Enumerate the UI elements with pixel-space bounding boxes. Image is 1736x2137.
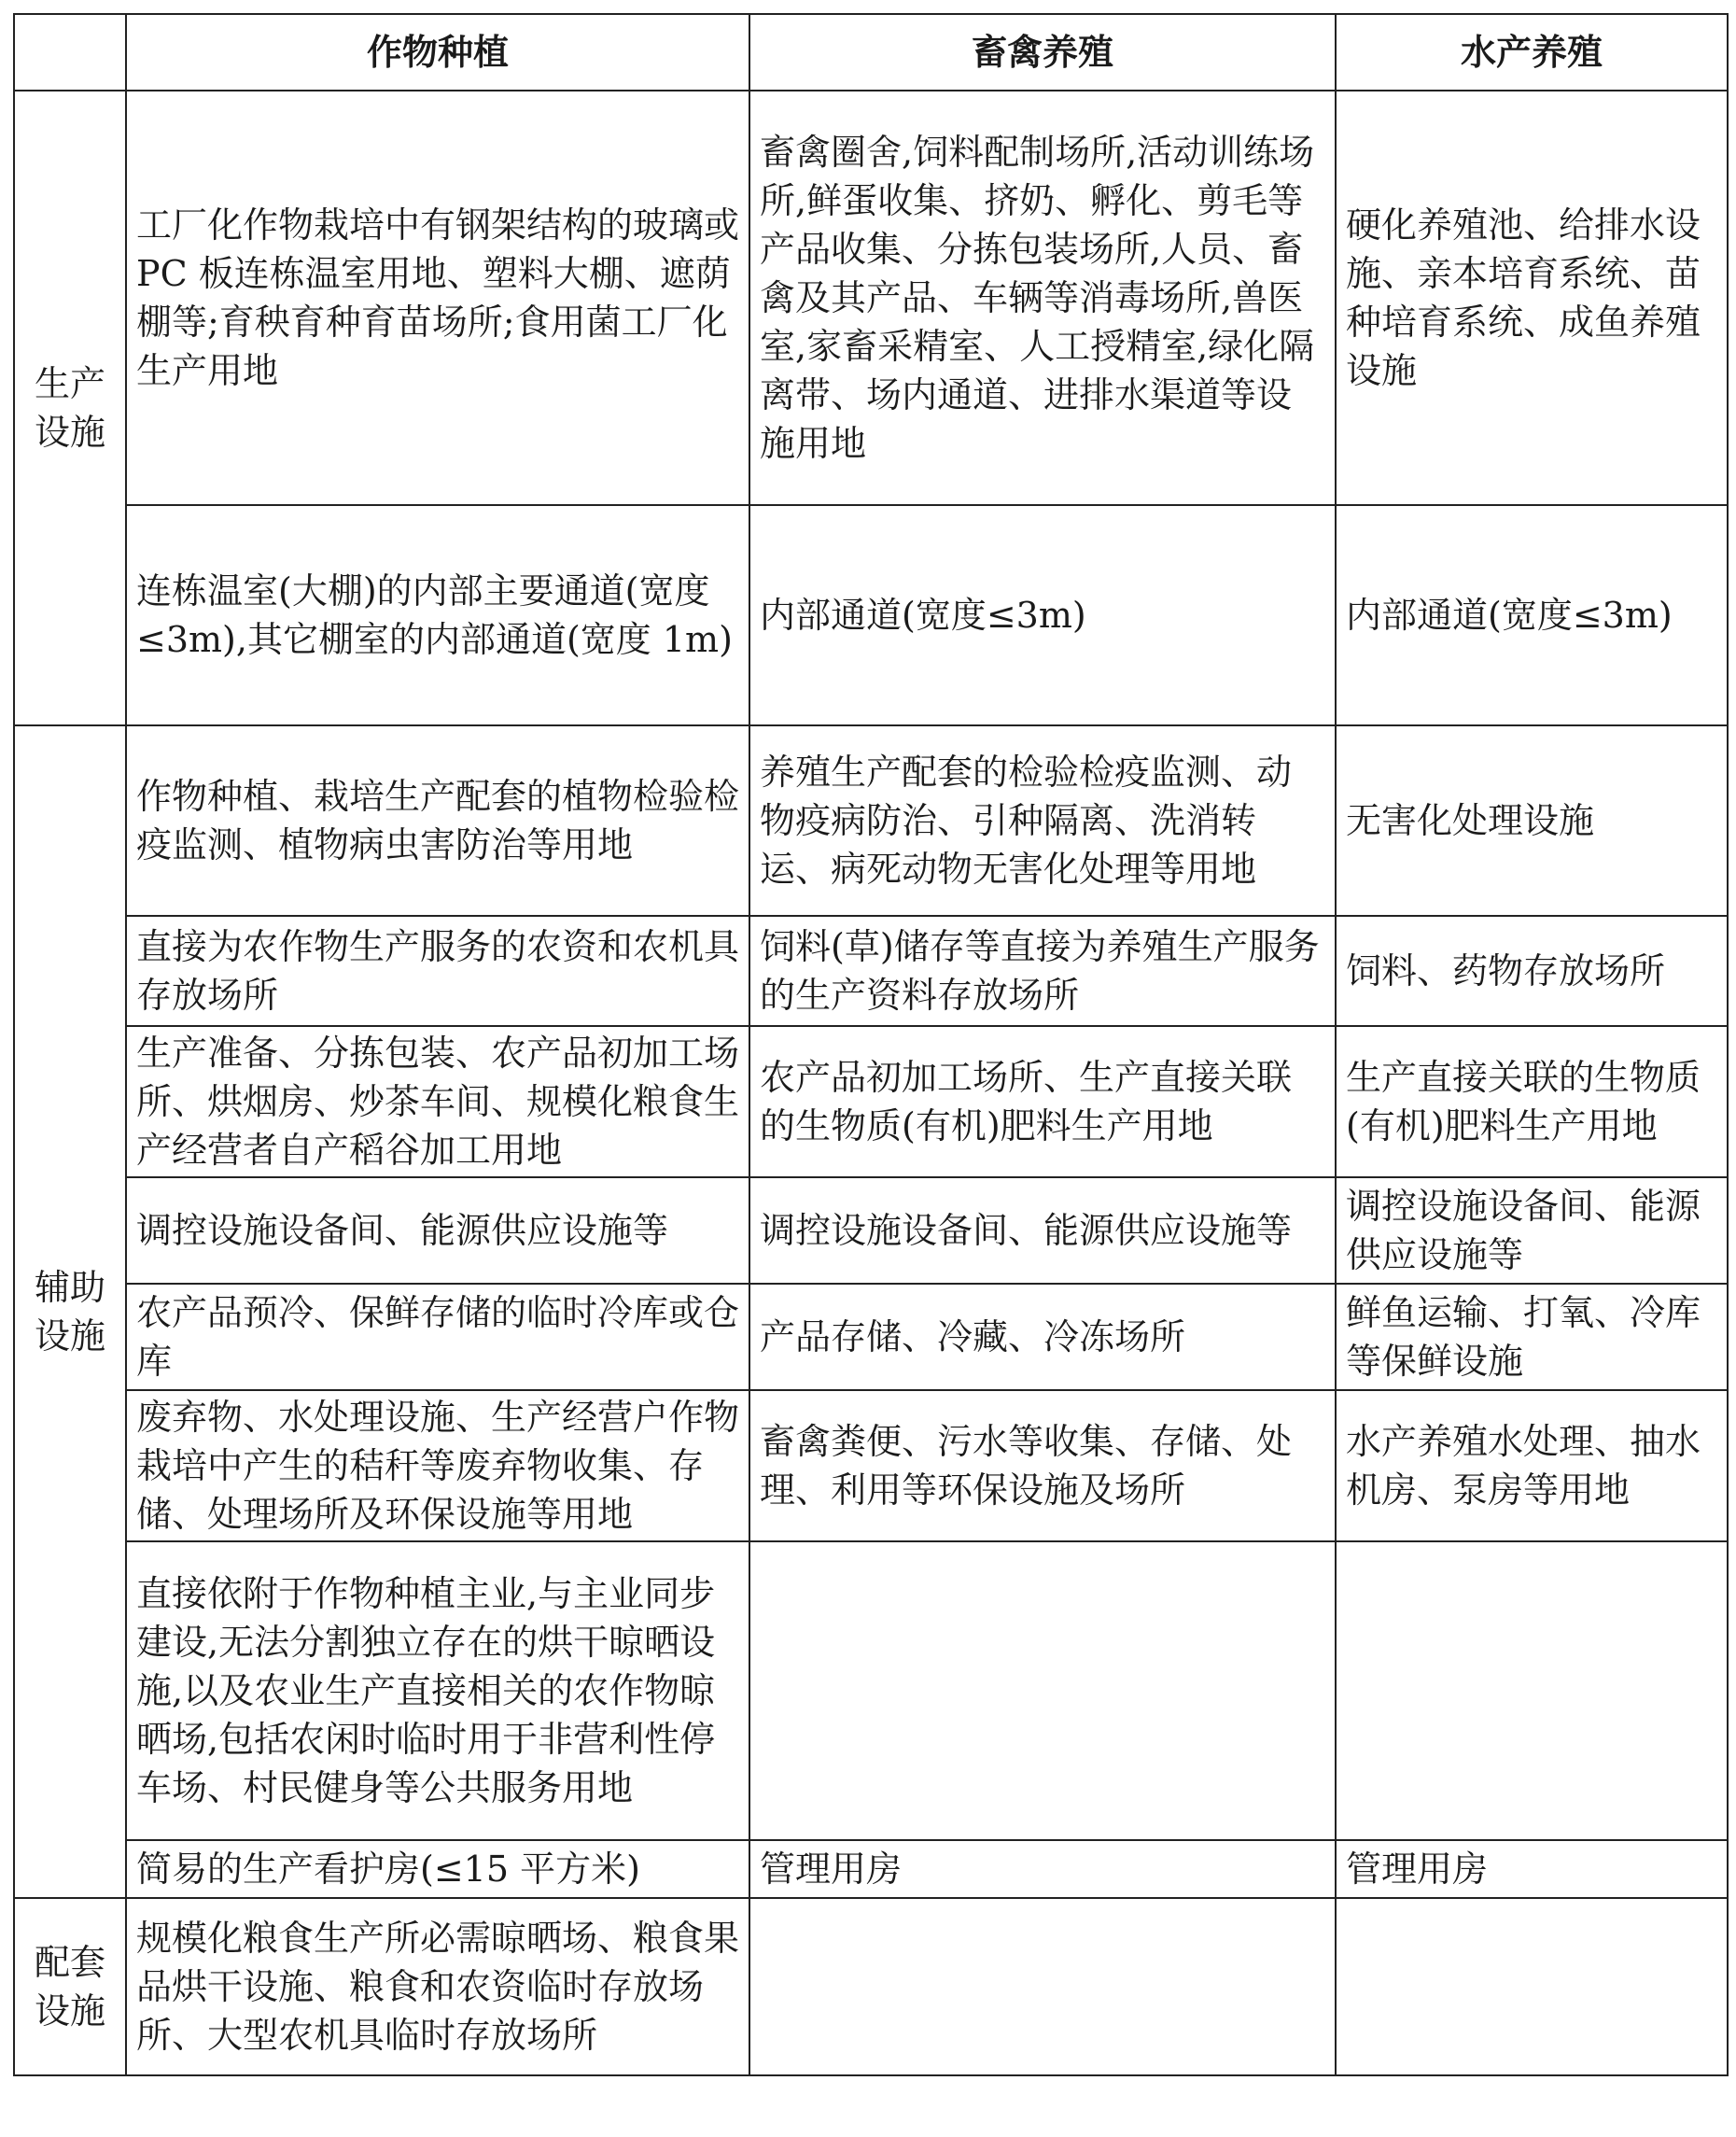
table-row [14,725,1728,916]
cell-crop: 直接依附于作物种植主业,与主业同步建设,无法分割独立存在的烘干晾晒设施,以及农业生产直接相关的农作物晾晒场,包括农闲时临时用于非营利性停车场、村民健身等公共服务用地 [126,1541,749,1840]
cell-livestock [749,1898,1336,2075]
cell-crop: 规模化粮食生产所必需晾晒场、粮食果品烘干设施、粮食和农资临时存放场所、大型农机具临时存放场所 [126,1898,749,2075]
cell-crop: 作物种植、栽培生产配套的植物检验检疫监测、植物病虫害防治等用地 [126,725,749,916]
table-row [14,1390,1728,1541]
cell-crop: 连栋温室(大棚)的内部主要通道(宽度≤3m),其它棚室的内部通道(宽度 1m) [126,505,749,725]
cell-aqua: 内部通道(宽度≤3m) [1336,505,1728,725]
section-label: 配套设施 [34,1942,105,2032]
facility-land-table [13,13,1729,2076]
table-row [14,1898,1728,2075]
header-aquaculture: 水产养殖 [1336,14,1728,91]
cell-aqua: 调控设施设备间、能源供应设施等 [1336,1177,1728,1284]
section-label: 生产设施 [34,363,105,453]
table-row [14,91,1728,505]
section-supporting [14,1898,126,2075]
cell-aqua: 生产直接关联的生物质(有机)肥料生产用地 [1336,1026,1728,1177]
cell-crop: 调控设施设备间、能源供应设施等 [126,1177,749,1284]
cell-livestock: 调控设施设备间、能源供应设施等 [749,1177,1336,1284]
header-crop-planting: 作物种植 [126,14,749,91]
cell-livestock: 产品存储、冷藏、冷冻场所 [749,1284,1336,1390]
cell-aqua: 水产养殖水处理、抽水机房、泵房等用地 [1336,1390,1728,1541]
cell-aqua [1336,1541,1728,1840]
cell-livestock: 饲料(草)储存等直接为养殖生产服务的生产资料存放场所 [749,916,1336,1026]
cell-aqua: 鲜鱼运输、打氧、冷库等保鲜设施 [1336,1284,1728,1390]
cell-aqua: 无害化处理设施 [1336,725,1728,916]
table-row [14,1840,1728,1898]
cell-crop: 废弃物、水处理设施、生产经营户作物栽培中产生的秸秆等废弃物收集、存储、处理场所及环保设施等用地 [126,1390,749,1541]
cell-livestock [749,1541,1336,1840]
cell-aqua: 硬化养殖池、给排水设施、亲本培育系统、苗种培育系统、成鱼养殖设施 [1336,91,1728,505]
cell-livestock: 畜禽粪便、污水等收集、存储、处理、利用等环保设施及场所 [749,1390,1336,1541]
cell-crop: 农产品预冷、保鲜存储的临时冷库或仓库 [126,1284,749,1390]
cell-crop: 工厂化作物栽培中有钢架结构的玻璃或 PC 板连栋温室用地、塑料大棚、遮荫棚等;育秧育种育苗场所;食用菌工厂化生产用地 [126,91,749,505]
table-row [14,1541,1728,1840]
cell-livestock: 养殖生产配套的检验检疫监测、动物疫病防治、引种隔离、洗消转运、病死动物无害化处理等用地 [749,725,1336,916]
cell-aqua: 饲料、药物存放场所 [1336,916,1728,1026]
cell-livestock: 农产品初加工场所、生产直接关联的生物质(有机)肥料生产用地 [749,1026,1336,1177]
cell-crop: 简易的生产看护房(≤15 平方米) [126,1840,749,1898]
cell-crop: 直接为农作物生产服务的农资和农机具存放场所 [126,916,749,1026]
cell-livestock: 畜禽圈舍,饲料配制场所,活动训练场所,鲜蛋收集、挤奶、孵化、剪毛等产品收集、分拣包装场所,人员、畜禽及其产品、车辆等消毒场所,兽医室,家畜采精室、人工授精室,绿化隔离带、场内通道、进排水渠道等设施用地 [749,91,1336,505]
cell-aqua: 管理用房 [1336,1840,1728,1898]
cell-crop: 生产准备、分拣包装、农产品初加工场所、烘烟房、炒茶车间、规模化粮食生产经营者自产稻谷加工用地 [126,1026,749,1177]
header-livestock-breeding: 畜禽养殖 [749,14,1336,91]
cell-livestock: 内部通道(宽度≤3m) [749,505,1336,725]
cell-aqua [1336,1898,1728,2075]
table-row [14,1284,1728,1390]
section-label: 辅助设施 [34,1267,105,1357]
section-production [14,91,126,725]
table-row [14,916,1728,1026]
header-blank [14,14,126,91]
table-row [14,505,1728,725]
header-row [14,14,1728,91]
table-row [14,1177,1728,1284]
section-auxiliary [14,725,126,1898]
table-row [14,1026,1728,1177]
cell-livestock: 管理用房 [749,1840,1336,1898]
